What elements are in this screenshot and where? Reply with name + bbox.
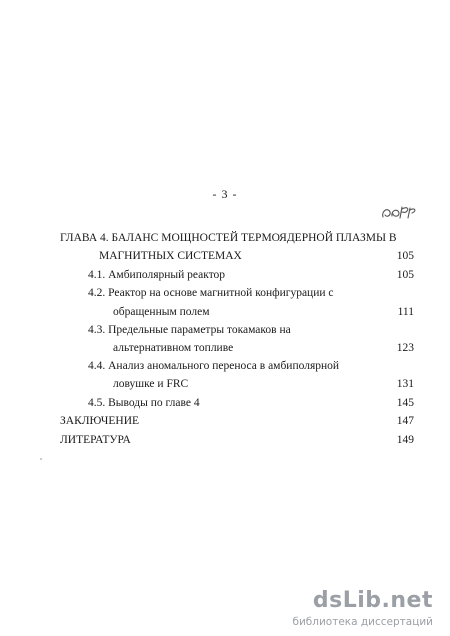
toc-item-4-1: 4.1. Амбиполярный реактор	[88, 269, 226, 281]
toc-item-4-4-continued: ловушке и FRC	[113, 378, 189, 390]
chapter-title: ГЛАВА 4. БАЛАНС МОЩНОСТЕЙ ТЕРМОЯДЕРНОЙ ПЛАЗМЫ В	[60, 232, 397, 244]
toc-item-4-4: 4.4. Анализ аномального переноса в амбиполярной	[88, 360, 340, 372]
chapter-page: 105	[396, 250, 414, 262]
page-number: - 3 -	[212, 187, 238, 201]
handwritten-signature	[380, 203, 418, 223]
toc-references: ЛИТЕРАТУРА	[60, 434, 131, 446]
toc-item-4-3-continued: альтернативном топливе	[113, 342, 234, 354]
toc-item-4-1-page: 105	[396, 269, 414, 281]
toc-conclusion: ЗАКЛЮЧЕНИЕ	[60, 415, 140, 427]
toc-conclusion-page: 147	[396, 415, 414, 427]
toc-item-4-3: 4.3. Предельные параметры токамаков на	[88, 324, 291, 336]
toc-item-4-4-page: 131	[396, 378, 414, 390]
watermark-tagline: библиотека диссертаций	[292, 616, 433, 628]
toc-item-4-2-continued: обращенным полем	[113, 306, 210, 318]
toc-item-4-2: 4.2. Реактор на основе магнитной конфигурации с	[88, 287, 334, 299]
toc-item-4-3-page: 123	[396, 342, 414, 354]
toc-references-page: 149	[396, 434, 414, 446]
watermark	[250, 588, 445, 628]
toc-item-4-5-page: 145	[396, 397, 414, 409]
watermark-logo: dsLib.net	[312, 588, 433, 613]
scan-speck	[40, 458, 42, 460]
toc-item-4-5: 4.5. Выводы по главе 4	[88, 397, 200, 409]
toc-item-4-2-page: 111	[397, 306, 414, 318]
chapter-title-continued: МАГНИТНЫХ СИСТЕМАХ	[99, 250, 242, 262]
